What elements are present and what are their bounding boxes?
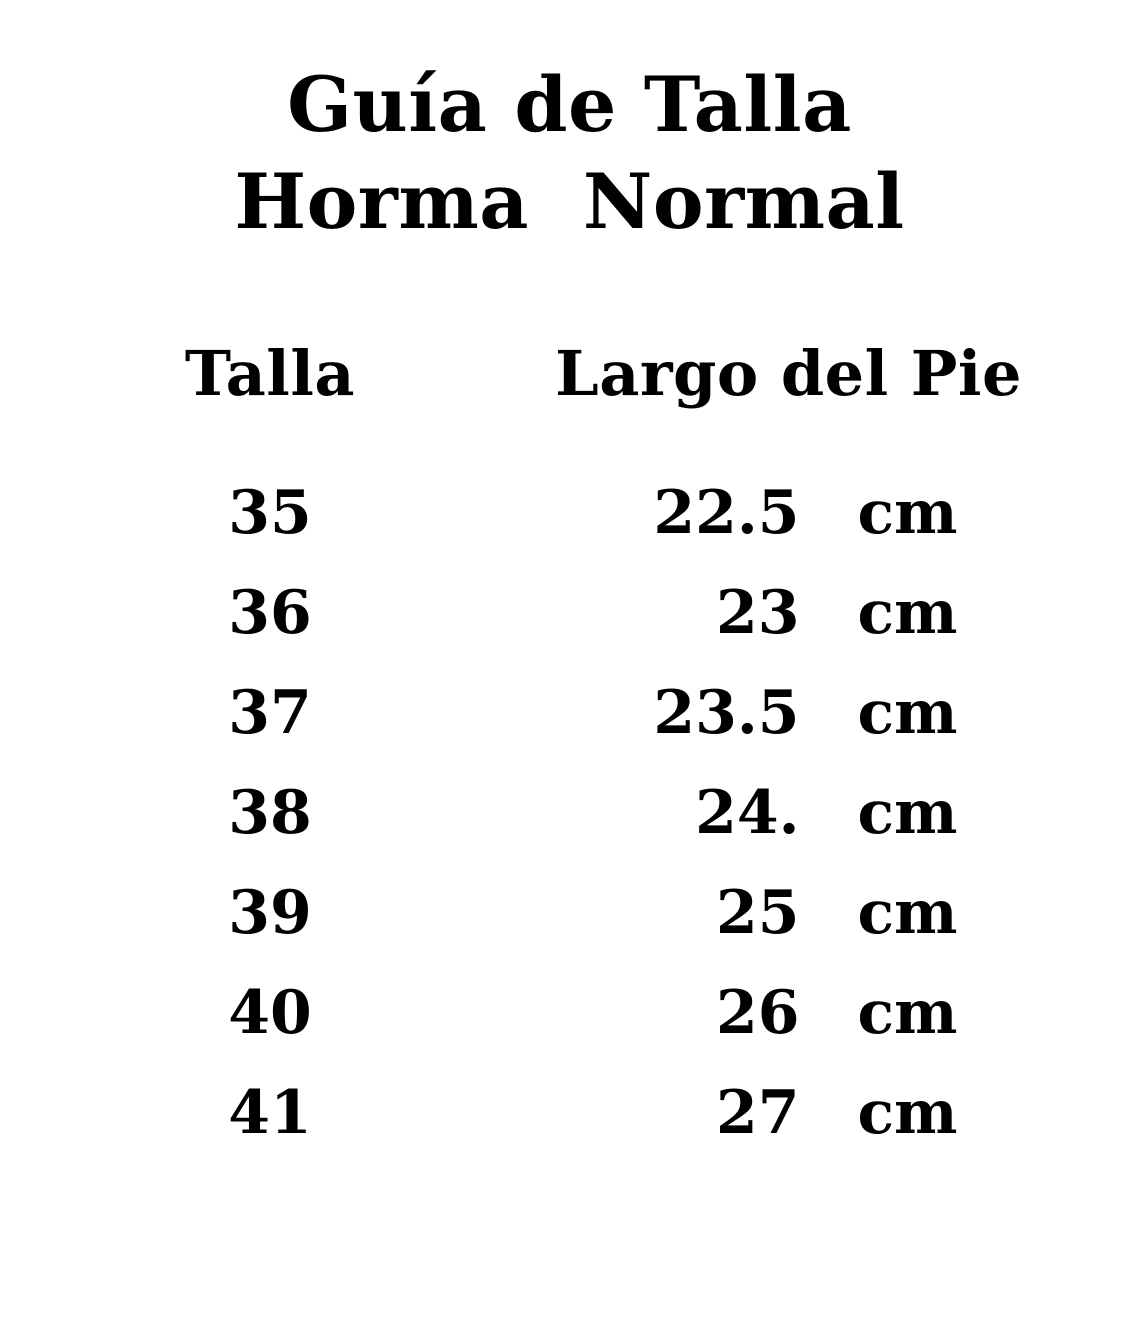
table-row [60,1077,1097,1183]
cell-length [480,977,1097,1048]
cell-length [480,677,1097,748]
cell-size: 38 [228,777,312,848]
length-value: 23.5 [653,677,800,748]
length-value: 24. [695,777,800,848]
column-header-length: Largo del Pie [555,336,1022,410]
cell-size: 36 [228,577,312,648]
length-unit: cm [857,1077,958,1148]
length-value: 23 [716,577,800,648]
title-line-1: Guía de Talla [287,60,852,149]
table-row [60,977,1097,1083]
length-unit: cm [857,977,958,1048]
cell-size: 37 [228,677,312,748]
title-line-2: Horma Normal [234,157,905,247]
cell-size: 40 [228,977,312,1048]
cell-length [480,1077,1097,1148]
length-unit: cm [857,677,958,748]
cell-length [480,877,1097,948]
length-unit: cm [857,577,958,648]
table-row [60,677,1097,783]
cell-size: 35 [228,477,312,548]
table-row [60,777,1097,883]
document-title [0,0,1139,251]
cell-length [480,577,1097,648]
length-unit: cm [857,777,958,848]
table-row [60,477,1097,583]
cell-size: 41 [228,1077,312,1148]
length-value: 22.5 [653,477,800,548]
length-value: 27 [716,1077,800,1148]
cell-length [480,477,1097,548]
table-row [60,877,1097,983]
length-value: 26 [716,977,800,1048]
table-row [60,577,1097,683]
table-body [0,477,1139,1183]
cell-length [480,777,1097,848]
length-unit: cm [857,877,958,948]
table-header-row [0,336,1139,410]
length-value: 25 [716,877,800,948]
length-unit: cm [857,477,958,548]
column-header-size: Talla [184,336,356,410]
cell-size: 39 [228,877,312,948]
